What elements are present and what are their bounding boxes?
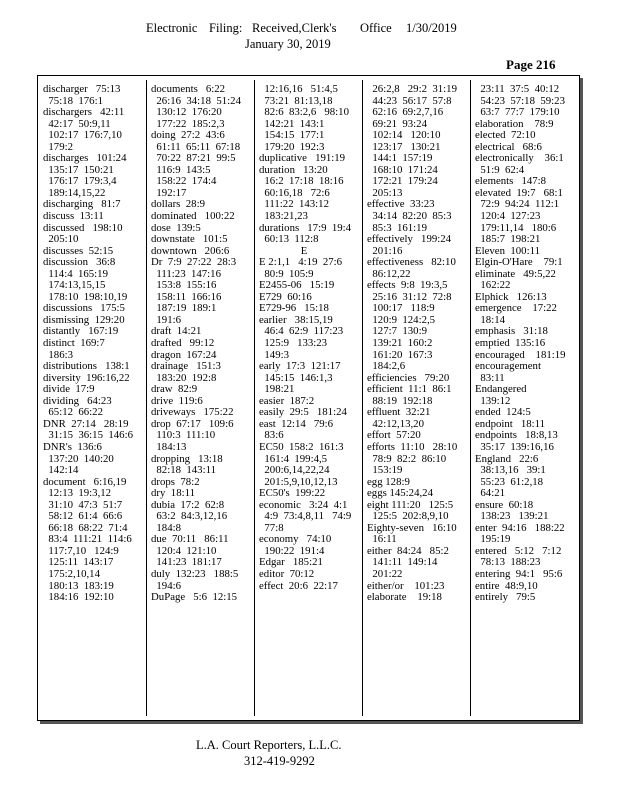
index-line: distinct 169:7 — [43, 337, 105, 350]
index-line: encouraged 181:19 — [475, 348, 566, 361]
index-line: 187:19 189:1 — [151, 302, 217, 315]
index-line: 179:11,14 180:6 — [475, 221, 557, 234]
index-line: discussion 36:8 — [43, 256, 116, 269]
index-line: draft 14:21 — [151, 325, 202, 338]
index-line: 78:9 82:2 86:10 — [367, 452, 447, 465]
index-line: 154:15 177:1 — [259, 129, 325, 142]
index-line: editor 70:12 — [259, 567, 315, 580]
index-line: 158:11 166:16 — [151, 290, 222, 303]
index-line: entire 48:9,10 — [475, 579, 538, 592]
index-line: 198:21 — [259, 383, 295, 396]
index-line: 100:17 118:9 — [367, 302, 435, 315]
index-line: EC50 158:2 161:3 — [259, 440, 344, 453]
index-line: east 12:14 79:6 — [259, 417, 334, 430]
index-line: dominated 100:22 — [151, 210, 235, 223]
index-line: 23:11 37:5 40:12 — [475, 83, 560, 95]
header-date: 1/30/2019 — [406, 21, 457, 35]
index-line: doing 27:2 43:6 — [151, 129, 225, 142]
index-line: 26:2,8 29:2 31:19 — [367, 83, 457, 95]
index-line: dischargers 42:11 — [43, 106, 125, 119]
index-line: 175:2,10,14 — [43, 567, 100, 580]
index-frame — [37, 75, 580, 721]
index-line: Elgin-O'Hare 79:1 — [475, 256, 563, 269]
index-line: 60:16,18 72:6 — [259, 186, 330, 199]
index-line: discussions 175:5 — [43, 302, 125, 315]
index-line: 31:10 47:3 51:7 — [43, 498, 123, 511]
index-line: drops 78:2 — [151, 475, 200, 488]
index-line: 139:21 160:2 — [367, 337, 433, 350]
index-line: 60:13 112:8 — [259, 233, 319, 246]
index-line: 161:4 199:4,5 — [259, 452, 328, 465]
index-line: early 17:3 121:17 — [259, 360, 341, 373]
index-line: 83:4 111:21 114:6 — [43, 533, 132, 546]
index-line: effect 20:6 22:17 — [259, 579, 338, 592]
index-line: 82:6 83:2,6 98:10 — [259, 106, 349, 119]
index-line: 64:21 — [475, 487, 505, 500]
index-line: diversity 196:16,22 — [43, 371, 130, 384]
index-line: 194:6 — [151, 579, 181, 592]
index-line: elaborate 19:18 — [367, 591, 442, 604]
column-divider — [362, 80, 363, 716]
index-line: 172:21 179:24 — [367, 175, 438, 188]
footer-company: L.A. Court Reporters, L.L.C. — [196, 738, 342, 752]
index-line: 77:8 — [259, 521, 284, 534]
index-line: 61:11 65:11 67:18 — [151, 140, 241, 153]
index-line: 149:3 — [259, 348, 289, 361]
index-line: 120:4 127:23 — [475, 210, 541, 223]
index-line: 158:22 174:4 — [151, 175, 217, 188]
index-line: discusses 52:15 — [43, 244, 114, 257]
index-line: either 84:24 85:2 — [367, 544, 449, 557]
index-line: discharger 75:13 — [43, 83, 121, 95]
index-line: 184:13 — [151, 440, 187, 453]
index-line: 82:18 143:11 — [151, 464, 216, 477]
index-line: 184:16 192:10 — [43, 591, 114, 604]
index-line: 120:4 121:10 — [151, 544, 217, 557]
index-line: 141:11 149:14 — [367, 556, 438, 569]
index-line: due 70:11 86:11 — [151, 533, 229, 546]
index-line: dropping 13:18 — [151, 452, 223, 465]
index-line: 179:20 192:3 — [259, 140, 325, 153]
index-line: document 6:16,19 — [43, 475, 127, 488]
index-line: E729-96 15:18 — [259, 302, 329, 315]
index-line: 184:2,6 — [367, 360, 406, 373]
index-line: 34:14 82:20 85:3 — [367, 210, 452, 223]
index-line: 191:6 — [151, 313, 181, 326]
index-line: 177:22 185:2,3 — [151, 117, 225, 130]
index-line: enter 94:16 188:22 — [475, 521, 565, 534]
index-line: discharging 81:7 — [43, 198, 121, 211]
index-line: eight 111:20 125:5 — [367, 498, 454, 511]
index-line: efficiencies 79:20 — [367, 371, 450, 384]
index-line: emergence 17:22 — [475, 302, 557, 315]
index-line: 16:2 17:18 18:16 — [259, 175, 344, 188]
index-line: 153:8 155:16 — [151, 279, 217, 292]
index-line: 200:6,14,22,24 — [259, 464, 330, 477]
footer-phone: 312-419-9292 — [244, 754, 315, 768]
index-line: 31:15 36:15 146:6 — [43, 429, 133, 442]
index-line: duration 13:20 — [259, 163, 328, 176]
index-line: 12:16,16 51:4,5 — [259, 83, 338, 95]
index-line: earlier 38:15,19 — [259, 313, 333, 326]
index-line: distantly 167:19 — [43, 325, 119, 338]
index-column-1 — [43, 84, 143, 604]
index-line: 25:16 31:12 72:8 — [367, 290, 452, 303]
index-line: 144:1 157:19 — [367, 152, 433, 165]
index-line: 117:7,10 124:9 — [43, 544, 119, 557]
index-line: 35:17 139:16,16 — [475, 440, 554, 453]
index-line: 88:19 192:18 — [367, 394, 433, 407]
index-line: divide 17:9 — [43, 383, 95, 396]
header-office: Office — [360, 21, 392, 35]
header-electronic: Electronic — [146, 21, 198, 35]
index-line: duly 132:23 188:5 — [151, 567, 239, 580]
index-line: 102:17 176:7,10 — [43, 129, 122, 142]
index-line: 102:14 120:10 — [367, 129, 441, 142]
index-line: 4:9 73:4,8,11 74:9 — [259, 510, 352, 523]
index-line: 145:15 146:1,3 — [259, 371, 333, 384]
column-divider — [470, 80, 471, 716]
index-line: economic 3:24 4:1 — [259, 498, 348, 511]
index-column-2 — [151, 84, 251, 604]
index-line: endpoints 18:8,13 — [475, 429, 558, 442]
index-column-5 — [475, 84, 575, 604]
index-line: 114:4 165:19 — [43, 267, 108, 280]
index-line: durations 17:9 19:4 — [259, 221, 352, 234]
index-line: 111:23 147:16 — [151, 267, 221, 280]
index-line: 63:2 84:3,12,16 — [151, 510, 228, 523]
index-line: 78:13 188:23 — [475, 556, 541, 569]
header-filed-date: January 30, 2019 — [245, 37, 331, 51]
index-line: 141:23 181:17 — [151, 556, 222, 569]
index-line: elements 147:8 — [475, 175, 547, 188]
index-line: discharges 101:24 — [43, 152, 127, 165]
header-filing: Filing: — [209, 21, 243, 35]
index-line: easier 187:2 — [259, 394, 315, 407]
index-line: effectively 199:24 — [367, 233, 452, 246]
index-line: 42:17 50:9,11 — [43, 117, 111, 130]
index-line: efficient 11:1 86:1 — [367, 383, 452, 396]
index-line: 38:13,16 39:1 — [475, 464, 546, 477]
index-line: dismissing 129:20 — [43, 313, 125, 326]
index-line: 127:7 130:9 — [367, 325, 427, 338]
index-line: 75:18 176:1 — [43, 94, 103, 107]
index-line: 66:18 68:22 71:4 — [43, 521, 128, 534]
index-line: 205:10 — [43, 233, 79, 246]
index-line: 201:22 — [367, 567, 403, 580]
index-line: elected 72:10 — [475, 129, 536, 142]
index-line: economy 74:10 — [259, 533, 332, 546]
index-line: 186:3 — [43, 348, 73, 361]
index-line: 138:23 139:21 — [475, 510, 549, 523]
index-line: effective 33:23 — [367, 198, 435, 211]
index-line: 183:21,23 — [259, 210, 308, 223]
index-line: 116:9 143:5 — [151, 163, 211, 176]
index-line: 63:7 77:7 179:10 — [475, 106, 560, 119]
index-line: 55:23 61:2,18 — [475, 475, 544, 488]
index-line: 153:19 — [367, 464, 403, 477]
index-line: 176:17 179:3,4 — [43, 175, 117, 188]
index-line: driveways 175:22 — [151, 406, 234, 419]
index-line: entered 5:12 7:12 — [475, 544, 562, 557]
index-line: Edgar 185:21 — [259, 556, 323, 569]
index-line: documents 6:22 — [151, 83, 226, 95]
index-line: 83:6 — [259, 429, 284, 442]
index-line: effects 9:8 19:3,5 — [367, 279, 448, 292]
index-line: 183:20 192:8 — [151, 371, 217, 384]
index-line: ended 124:5 — [475, 406, 531, 419]
index-line: 201:5,9,10,12,13 — [259, 475, 338, 488]
index-line: downstate 101:5 — [151, 233, 228, 246]
index-line: 195:19 — [475, 533, 511, 546]
index-line: 135:17 150:21 — [43, 163, 114, 176]
index-line: 162:22 — [475, 279, 511, 292]
index-line: egg 128:9 — [367, 475, 410, 488]
index-line: 65:12 66:22 — [43, 406, 103, 419]
index-line: 54:23 57:18 59:23 — [475, 94, 565, 107]
index-line: 201:16 — [367, 244, 403, 257]
index-line: duplicative 191:19 — [259, 152, 346, 165]
index-line: dose 139:5 — [151, 221, 201, 234]
index-line: discuss 13:11 — [43, 210, 104, 223]
index-line: 18:14 — [475, 313, 505, 326]
index-line: downtown 206:6 — [151, 244, 230, 257]
index-line: 58:12 61:4 66:6 — [43, 510, 123, 523]
index-line: drop 67:17 109:6 — [151, 417, 234, 430]
index-line: 125:11 143:17 — [43, 556, 114, 569]
index-line: dubia 17:2 62:8 — [151, 498, 225, 511]
index-line: dollars 28:9 — [151, 198, 205, 211]
index-line: 73:21 81:13,18 — [259, 94, 333, 107]
index-line: 16:11 — [367, 533, 397, 546]
index-line: DNR 27:14 28:19 — [43, 417, 129, 430]
index-line: 185:7 198:21 — [475, 233, 541, 246]
index-line: elaboration 78:9 — [475, 117, 554, 130]
index-line: 83:11 — [475, 371, 505, 384]
index-line: dry 18:11 — [151, 487, 195, 500]
index-line: E729 60:16 — [259, 290, 312, 303]
index-line: 139:12 — [475, 394, 511, 407]
index-line: 51:9 62:4 — [475, 163, 525, 176]
index-line: DNR's 136:6 — [43, 440, 102, 453]
index-line: 161:20 167:3 — [367, 348, 433, 361]
index-line: draw 82:9 — [151, 383, 198, 396]
index-line: 70:22 87:21 99:5 — [151, 152, 236, 165]
index-line: eggs 145:24,24 — [367, 487, 433, 500]
index-line: Dr 7:9 27:22 28:3 — [151, 256, 237, 269]
index-line: 110:3 111:10 — [151, 429, 216, 442]
index-line: DuPage 5:6 12:15 — [151, 591, 238, 604]
index-line: 174:13,15,15 — [43, 279, 106, 292]
index-line: Eighty-seven 16:10 — [367, 521, 457, 534]
index-line: 42:12,13,20 — [367, 417, 424, 430]
index-line: 62:16 69:2,7,16 — [367, 106, 444, 119]
index-line: 123:17 130:21 — [367, 140, 441, 153]
page-number: Page 216 — [506, 57, 556, 72]
index-line: E 2:1,1 4:19 27:6 — [259, 256, 343, 269]
index-line: 137:20 140:20 — [43, 452, 114, 465]
index-line: 120:9 124:2,5 — [367, 313, 436, 326]
index-line: 111:22 143:12 — [259, 198, 329, 211]
index-line: 80:9 105:9 — [259, 267, 314, 280]
index-line: 190:22 191:4 — [259, 544, 325, 557]
index-line: 142:21 143:1 — [259, 117, 325, 130]
index-line: Endangered — [475, 383, 527, 396]
column-divider — [146, 80, 147, 716]
index-line: discussed 198:10 — [43, 221, 123, 234]
index-line: 205:13 — [367, 186, 403, 199]
index-line: effluent 32:21 — [367, 406, 431, 419]
index-line: EC50's 199:22 — [259, 487, 326, 500]
header-received: Received,Clerk's — [252, 21, 337, 35]
index-line: eliminate 49:5,22 — [475, 267, 556, 280]
index-section-letter: E — [300, 244, 308, 257]
index-line: electrical 68:6 — [475, 140, 542, 153]
index-line: effectiveness 82:10 — [367, 256, 456, 269]
index-line: ensure 60:18 — [475, 498, 534, 511]
index-line: 12:13 19:3,12 — [43, 487, 112, 500]
index-line: either/or 101:23 — [367, 579, 445, 592]
index-line: Elphick 126:13 — [475, 290, 547, 303]
index-line: 69:21 93:24 — [367, 117, 427, 130]
index-line: England 22:6 — [475, 452, 539, 465]
index-column-3 — [259, 84, 359, 592]
index-line: drainage 151:3 — [151, 360, 221, 373]
index-line: elevated 19:7 68:1 — [475, 186, 563, 199]
index-line: Eleven 100:11 — [475, 244, 540, 257]
index-line: dividing 64:23 — [43, 394, 112, 407]
index-line: endpoint 18:11 — [475, 417, 546, 430]
index-line: 85:3 161:19 — [367, 221, 427, 234]
index-line: E2455-06 15:19 — [259, 279, 335, 292]
index-line: 168:10 171:24 — [367, 163, 438, 176]
index-line: 180:13 183:19 — [43, 579, 114, 592]
index-line: 125:5 202:8,9,10 — [367, 510, 449, 523]
index-line: 46:4 62:9 117:23 — [259, 325, 344, 338]
index-line: entering 94:1 95:6 — [475, 567, 563, 580]
index-line: 130:12 176:20 — [151, 106, 222, 119]
index-line: drive 119:6 — [151, 394, 203, 407]
column-divider — [254, 80, 255, 716]
index-line: 44:23 56:17 57:8 — [367, 94, 452, 107]
index-line: encouragement — [475, 360, 541, 373]
index-line: emphasis 31:18 — [475, 325, 548, 338]
index-line: emptied 135:16 — [475, 337, 546, 350]
index-line: 179:2 — [43, 140, 73, 153]
index-line: entirely 79:5 — [475, 591, 536, 604]
index-line: 142:14 — [43, 464, 79, 477]
index-line: distributions 138:1 — [43, 360, 130, 373]
index-line: efforts 11:10 28:10 — [367, 440, 458, 453]
index-line: effort 57:20 — [367, 429, 421, 442]
index-line: 72:9 94:24 112:1 — [475, 198, 560, 211]
index-line: dragon 167:24 — [151, 348, 217, 361]
index-line: easily 29:5 181:24 — [259, 406, 347, 419]
index-line: electronically 36:1 — [475, 152, 564, 165]
index-line: 86:12,22 — [367, 267, 411, 280]
index-line: drafted 99:12 — [151, 337, 215, 350]
index-line: 192:17 — [151, 186, 187, 199]
index-line: 178:10 198:10,19 — [43, 290, 128, 303]
index-line: 26:16 34:18 51:24 — [151, 94, 241, 107]
index-column-4 — [367, 84, 467, 604]
index-line: 189:14,15,22 — [43, 186, 106, 199]
index-line: 184:8 — [151, 521, 181, 534]
index-line: 125:9 133:23 — [259, 337, 328, 350]
